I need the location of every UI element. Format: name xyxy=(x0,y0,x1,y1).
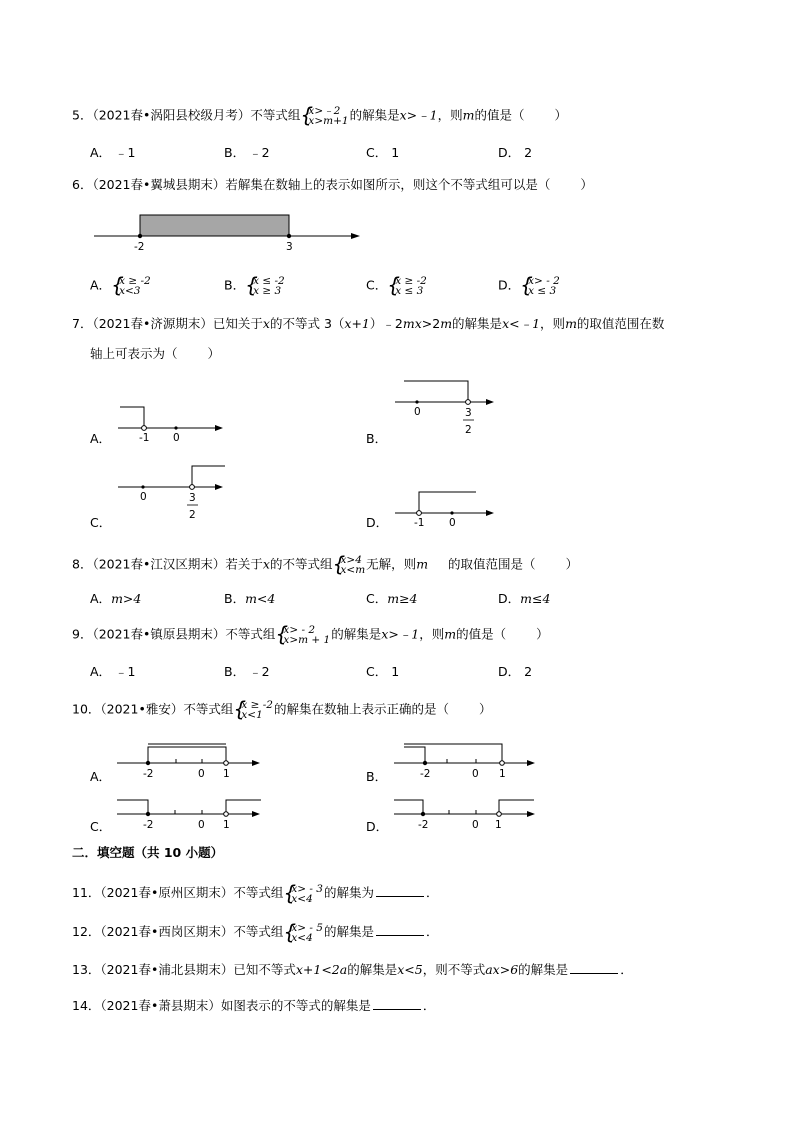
endpoint-open xyxy=(497,812,502,817)
option-c[interactable]: C． { x ≥ -2 x ≤ 3 xyxy=(366,276,428,296)
option-b[interactable]: B． { x ≤ -2 x ≥ 3 xyxy=(224,276,286,296)
q10-option-d-number-line[interactable] xyxy=(392,793,542,833)
option-b[interactable]: B． ﹣2 xyxy=(224,664,270,679)
tick-label: 1 xyxy=(223,819,230,831)
question-5 xyxy=(72,106,567,126)
question-source: （2021春•翼城县期末） xyxy=(92,177,226,192)
system-line: x<m xyxy=(340,564,366,576)
section-heading: 二．填空题（共 10 小题） xyxy=(72,845,224,860)
endpoint-open xyxy=(500,761,505,766)
option-c[interactable]: C． 1 xyxy=(366,664,400,679)
question-text: 的取值范围是（ xyxy=(448,556,536,572)
question-text: 的解集是 xyxy=(452,316,503,331)
question-text: 不等式组 xyxy=(183,701,234,717)
question-source: （2021•雅安） xyxy=(100,701,184,717)
option-c[interactable]: C． 1 xyxy=(366,145,400,160)
question-text: 不等式组 xyxy=(233,924,284,939)
origin-dot xyxy=(174,426,177,429)
option-b[interactable]: B．m<4 xyxy=(224,591,276,606)
variable: m xyxy=(565,316,577,331)
question-text: 的解集为 xyxy=(323,885,374,900)
tick-label: 0 xyxy=(472,819,479,831)
variable: m xyxy=(462,107,475,123)
option-a[interactable]: A．m>4 xyxy=(90,591,142,606)
tick-label: 1 xyxy=(495,819,502,831)
question-text: 已知不等式 xyxy=(233,962,296,977)
answer-blank[interactable] xyxy=(376,883,424,897)
inequality-system xyxy=(333,555,365,575)
tick-label: 3 xyxy=(286,241,293,253)
tick-label: -2 xyxy=(143,819,154,831)
endpoint-solid xyxy=(146,761,150,765)
axis-arrow xyxy=(252,811,260,817)
condition: x<﹣1 xyxy=(502,316,541,331)
q10-option-b-number-line[interactable] xyxy=(392,742,542,782)
tick-label: -1 xyxy=(414,517,425,529)
inequality-system xyxy=(284,923,323,943)
tick-label: 1 xyxy=(223,768,230,780)
fraction-numerator: 3 xyxy=(189,492,196,504)
endpoint-open xyxy=(466,400,471,405)
question-number: 7． xyxy=(72,316,93,331)
tick-label: -1 xyxy=(139,432,150,444)
expression: x+1<2a xyxy=(295,962,348,977)
option-d[interactable]: D． { x> - 2 x ≤ 3 xyxy=(498,276,561,296)
question-7-line2 xyxy=(90,345,220,363)
tick-label: -2 xyxy=(420,768,431,780)
variable: x xyxy=(262,316,270,331)
question-text: ） xyxy=(565,556,579,572)
inequality-system xyxy=(234,700,273,720)
endpoint-solid xyxy=(287,234,291,238)
endpoint-solid xyxy=(421,812,425,816)
system-line: { x ≥ -2 xyxy=(241,699,273,711)
question-number: 6． xyxy=(72,177,93,192)
question-text: ，则 xyxy=(419,626,445,642)
option-d-label[interactable]: D． xyxy=(366,819,389,834)
question-8 xyxy=(72,555,578,575)
system-line: { x> - 2 xyxy=(283,624,316,636)
origin-dot xyxy=(141,485,144,488)
q10-option-a-number-line[interactable] xyxy=(115,742,265,782)
question-text: 的不等式组 xyxy=(269,556,333,572)
question-text: 已知关于 xyxy=(212,316,263,331)
tick-label: 0 xyxy=(173,432,180,444)
question-text: 轴上可表示为（ xyxy=(90,346,178,361)
option-a[interactable]: A． { x ≥ -2 x<3 xyxy=(90,276,152,296)
condition: x>﹣1 xyxy=(399,107,438,123)
question-text: 的解集是 xyxy=(349,107,400,123)
origin-dot xyxy=(415,400,418,403)
inequality-system xyxy=(301,106,348,126)
option-d[interactable]: D． 2 xyxy=(498,145,533,160)
question-text: ． xyxy=(422,998,436,1013)
question-14 xyxy=(72,996,435,1015)
question-text: >2 xyxy=(421,316,441,331)
endpoint-open xyxy=(142,426,147,431)
solution-bracket xyxy=(404,747,425,763)
question-text: 无解，则 xyxy=(366,556,417,572)
system-line: { x> - 3 xyxy=(291,882,323,895)
question-number: 5． xyxy=(72,107,93,123)
question-source: （2021春•济源期末） xyxy=(92,316,213,331)
condition: x<5 xyxy=(397,962,423,977)
expression: ax>6 xyxy=(485,962,519,977)
question-text: 的解集是 xyxy=(323,924,374,939)
fraction-denominator: 2 xyxy=(465,424,472,436)
option-a[interactable]: A． ﹣1 xyxy=(90,145,136,160)
tick-label: 1 xyxy=(499,768,506,780)
question-text: 的解集是 xyxy=(518,962,569,977)
question-13 xyxy=(72,960,633,979)
option-d[interactable]: D．m≤4 xyxy=(498,591,551,606)
option-c-label[interactable]: C． xyxy=(90,515,112,530)
question-text: ）﹣2 xyxy=(369,316,403,331)
option-b-label[interactable]: B． xyxy=(366,769,388,784)
question-11 xyxy=(72,883,439,904)
solution-ray xyxy=(226,800,261,814)
variable: x xyxy=(262,556,270,572)
axis-arrow xyxy=(252,760,260,766)
endpoint-solid xyxy=(138,234,142,238)
question-text: 若关于 xyxy=(225,556,263,572)
question-text: ） xyxy=(207,346,221,361)
answer-blank[interactable] xyxy=(376,922,424,936)
endpoint-open xyxy=(224,761,229,766)
variable: m xyxy=(416,556,429,572)
solution-ray xyxy=(192,466,225,487)
system-line: x>m + 1 xyxy=(283,634,331,646)
system-line: x<4 xyxy=(291,931,313,944)
question-text: 不等式组 xyxy=(233,885,284,900)
variable: m xyxy=(444,626,457,642)
option-a[interactable]: A． ﹣1 xyxy=(90,664,136,679)
inequality-system xyxy=(276,625,330,645)
question-number: 13． xyxy=(72,962,101,977)
option-c[interactable]: C．m≥4 xyxy=(366,591,418,606)
question-text: ） xyxy=(479,701,492,717)
expression: mx xyxy=(402,316,422,331)
system-line: { x>﹣2 xyxy=(308,105,341,117)
q10-option-c-number-line[interactable] xyxy=(115,793,265,833)
question-text: ） xyxy=(580,177,593,192)
axis-arrow xyxy=(486,510,494,516)
endpoint-solid xyxy=(146,812,150,816)
question-text: ． xyxy=(620,962,633,977)
question-number: 12． xyxy=(72,924,101,939)
solution-bracket xyxy=(148,747,226,763)
question-number: 8． xyxy=(72,556,93,572)
option-b-label[interactable]: B． xyxy=(366,431,388,446)
endpoint-open xyxy=(190,485,195,490)
solution-ray xyxy=(394,800,423,814)
q7-option-c-number-line[interactable] xyxy=(115,463,230,529)
question-7 xyxy=(72,315,664,333)
q6-number-line xyxy=(92,210,367,255)
axis-arrow xyxy=(486,399,494,405)
question-source: （2021春•原州区期末） xyxy=(100,885,234,900)
tick-label: -2 xyxy=(143,768,154,780)
question-source: （2021春•镇原县期末） xyxy=(92,626,226,642)
question-text: 不等式组 xyxy=(250,107,301,123)
system-line: x>m+1 xyxy=(308,115,349,127)
question-text: 如图表示的不等式的解集是 xyxy=(220,998,371,1013)
solution-ray xyxy=(404,381,468,402)
axis-arrow xyxy=(215,484,223,490)
question-text: 的值是（ xyxy=(456,626,507,642)
question-source: （2021春•浦北县期末） xyxy=(100,962,234,977)
tick-label: 0 xyxy=(449,517,456,529)
question-text: ，则不等式 xyxy=(422,962,486,977)
question-number: 10． xyxy=(72,701,101,717)
question-text: 的值是（ xyxy=(474,107,525,123)
option-d-label[interactable]: D． xyxy=(366,515,389,530)
option-b[interactable]: B． ﹣2 xyxy=(224,145,270,160)
question-source: （2021春•江汉区期末） xyxy=(92,556,226,572)
question-10 xyxy=(72,700,492,720)
axis-arrow xyxy=(351,233,360,239)
origin-dot xyxy=(450,511,453,514)
condition: x>﹣1 xyxy=(381,626,420,642)
variable: m xyxy=(440,316,453,331)
question-number: 14． xyxy=(72,998,101,1013)
q7-option-a-number-line[interactable] xyxy=(115,404,230,444)
endpoint-open xyxy=(417,511,422,516)
q7-option-d-number-line[interactable] xyxy=(392,489,502,529)
question-text: ，则 xyxy=(540,316,566,331)
option-d[interactable]: D． 2 xyxy=(498,664,533,679)
fraction-numerator: 3 xyxy=(465,407,472,419)
question-text: 的解集在数轴上表示正确的是（ xyxy=(273,701,449,717)
question-text: 若解集在数轴上的表示如图所示，则这个不等式组可以是（ xyxy=(225,177,551,192)
solution-ray xyxy=(117,800,148,814)
answer-blank[interactable] xyxy=(373,996,421,1010)
question-text: 的取值范围在数 xyxy=(576,316,665,331)
axis-arrow xyxy=(215,425,223,431)
question-text: 的解集是 xyxy=(331,626,382,642)
system-line: x<4 xyxy=(291,892,313,905)
solution-region xyxy=(140,215,289,236)
question-text: 的不等式 3（ xyxy=(269,316,345,331)
solution-ray xyxy=(419,492,476,513)
tick-label: 0 xyxy=(414,406,421,418)
option-a-label[interactable]: A． xyxy=(90,431,112,446)
tick-label: 0 xyxy=(198,819,205,831)
axis-arrow xyxy=(527,760,535,766)
tick-label: -2 xyxy=(134,241,145,253)
question-text: ． xyxy=(426,885,439,900)
option-a-label[interactable]: A． xyxy=(90,769,112,784)
tick-label: 0 xyxy=(472,768,479,780)
system-line: x<1 xyxy=(241,709,263,721)
axis-arrow xyxy=(527,811,535,817)
question-text: 不等式组 xyxy=(225,626,276,642)
question-text: 的解集是 xyxy=(347,962,398,977)
tick-label: 0 xyxy=(140,491,147,503)
question-text: ） xyxy=(554,107,567,123)
question-9 xyxy=(72,625,549,645)
question-12 xyxy=(72,922,439,943)
question-number: 11． xyxy=(72,885,101,900)
system-line: { x>4 xyxy=(340,554,362,566)
question-6 xyxy=(72,176,593,194)
question-source: （2021春•涡阳县校级月考） xyxy=(92,107,251,123)
tick-label: 0 xyxy=(198,768,205,780)
endpoint-solid xyxy=(423,761,427,765)
question-text: ，则 xyxy=(437,107,463,123)
question-text: ． xyxy=(426,924,439,939)
option-c-label[interactable]: C． xyxy=(90,819,112,834)
endpoint-open xyxy=(224,812,229,817)
q7-option-b-number-line[interactable] xyxy=(392,378,502,444)
solution-ray xyxy=(120,407,144,428)
tick-label: -2 xyxy=(418,819,429,831)
inequality-system xyxy=(284,884,323,904)
system-line: { x> - 5 xyxy=(291,921,323,934)
expression: x+1 xyxy=(344,316,370,331)
question-source: （2021春•萧县期末） xyxy=(100,998,221,1013)
answer-blank[interactable] xyxy=(570,960,618,974)
question-source: （2021春•西岗区期末） xyxy=(100,924,234,939)
question-number: 9． xyxy=(72,626,93,642)
fraction-denominator: 2 xyxy=(189,509,196,521)
question-text: ） xyxy=(536,626,549,642)
